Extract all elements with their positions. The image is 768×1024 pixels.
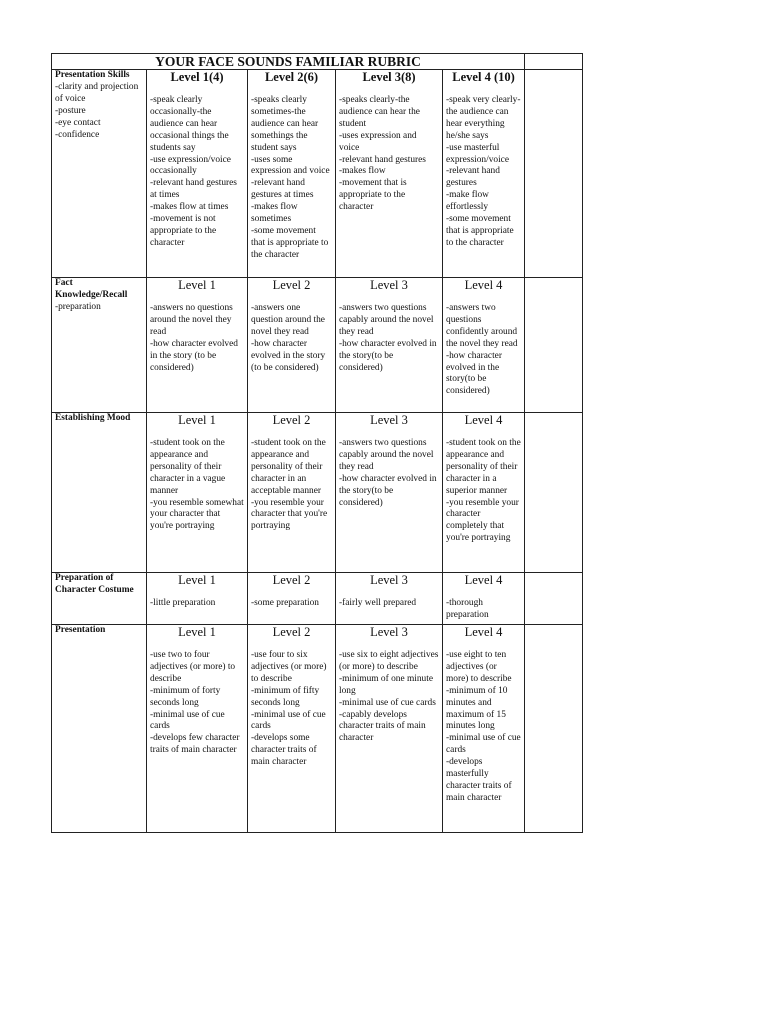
level-description: -use six to eight adjectives (or more) to describe -minimum of one minute long -minimal use of cue cards -capably develops character traits of main character <box>339 650 439 744</box>
level-cell <box>443 573 525 625</box>
row-header <box>52 70 147 278</box>
level-cell <box>248 413 336 573</box>
level-label: Level 2 <box>272 278 311 292</box>
rubric-row-presentation <box>52 625 583 833</box>
level-description: -student took on the appearance and personality of their character in a superior manner -you resemble your character completely that you're portraying <box>446 438 521 544</box>
level-description: -speaks clearly sometimes-the audience can hear somethings the student says -uses some expression and voice -relevant hand gestures at times -makes flow sometimes -some movement that is appropriate to the character <box>251 95 330 260</box>
level-description: -use two to four adjectives (or more) to describe -minimum of forty seconds long -minimal use of cue cards -develops few character traits of main character <box>150 650 240 756</box>
title-row <box>52 54 583 70</box>
level-description: -student took on the appearance and personality of their character in a vague manner -you resemble somewhat your character that you're portraying <box>150 438 244 532</box>
row-title: Establishing Mood <box>55 413 131 423</box>
level-label: Level 3 <box>370 625 408 639</box>
row-subcriteria: -clarity and projection of voice -posture -eye contact -confidence <box>55 81 139 140</box>
level-label: Level 1(4) <box>170 70 224 84</box>
level-description: -answers two questions confidently around the novel they read -how character evolved in the story(to be considered) <box>446 303 518 397</box>
level-label: Level 2 <box>272 413 311 427</box>
level-description: -answers two questions capably around the novel they read -how character evolved in the story(to be considered) <box>339 438 437 508</box>
level-description: -answers one question around the novel they read -how character evolved in the story (to be considered) <box>251 303 326 373</box>
level-label: Level 3 <box>370 573 408 587</box>
rubric-table <box>51 53 583 833</box>
rubric-row-fact-knowledge <box>52 278 583 413</box>
level-label: Level 4 <box>464 573 503 587</box>
level-label: Level 1 <box>178 278 216 292</box>
row-title: Fact Knowledge/Recall <box>55 278 128 300</box>
level-label: Level 2(6) <box>264 70 319 84</box>
rubric-row-establishing-mood <box>52 413 583 573</box>
level-description: -use eight to ten adjectives (or more) to describe -minimum of 10 minutes and maximum of 15 minutes long -minimal use of cue cards -develops masterfully character traits of main character <box>446 650 521 803</box>
level-label: Level 1 <box>178 573 216 587</box>
level-description: -thorough preparation <box>446 598 489 620</box>
blank-cell <box>525 573 583 625</box>
level-cell <box>248 573 336 625</box>
level-label: Level 1 <box>178 625 216 639</box>
level-cell <box>443 278 525 413</box>
blank-cell <box>525 54 583 70</box>
level-description: -fairly well prepared <box>339 598 417 608</box>
level-cell <box>336 413 443 573</box>
level-cell <box>248 278 336 413</box>
rubric-title: YOUR FACE SOUNDS FAMILIAR RUBRIC <box>52 54 525 70</box>
level-label: Level 3(8) <box>362 70 416 84</box>
level-cell <box>336 278 443 413</box>
level-description: -speak very clearly-the audience can hear everything he/she says -use masterful expression/voice -relevant hand gestures -make flow effortlessly -some movement that is appropriate to the character <box>446 95 521 248</box>
rubric-row-costume <box>52 573 583 625</box>
blank-cell <box>525 70 583 278</box>
level-description: -answers two questions capably around the novel they read -how character evolved in the story(to be considered) <box>339 303 437 373</box>
row-header <box>52 413 147 573</box>
level-description: -student took on the appearance and personality of their character in an acceptable manner -you resemble your character that you're portraying <box>251 438 328 532</box>
level-label: Level 3 <box>370 413 408 427</box>
level-cell <box>248 70 336 278</box>
row-title: Presentation <box>55 625 106 635</box>
level-cell <box>443 413 525 573</box>
level-description: -answers no questions around the novel they read -how character evolved in the story (to be considered) <box>150 303 238 373</box>
row-header <box>52 625 147 833</box>
level-label: Level 4 <box>464 278 503 292</box>
level-cell <box>147 573 248 625</box>
level-cell <box>147 278 248 413</box>
row-title: Presentation Skills <box>55 70 130 80</box>
level-label: Level 4 <box>464 413 503 427</box>
row-subcriteria: -preparation <box>55 301 101 312</box>
level-description: -speaks clearly-the audience can hear the student -uses expression and voice -relevant hand gestures -makes flow -movement that is appropriate to the character <box>339 95 426 213</box>
row-header <box>52 573 147 625</box>
level-label: Level 3 <box>370 278 408 292</box>
blank-cell <box>525 278 583 413</box>
level-cell <box>147 70 248 278</box>
level-description: -little preparation <box>150 598 216 608</box>
level-description: -use four to six adjectives (or more) to describe -minimum of fifty seconds long -minimal use of cue cards -develops some character traits of main character <box>251 650 327 768</box>
level-label: Level 1 <box>178 413 216 427</box>
level-cell <box>248 625 336 833</box>
level-cell <box>147 625 248 833</box>
level-label: Level 2 <box>272 625 311 639</box>
blank-cell <box>525 625 583 833</box>
row-header <box>52 278 147 413</box>
row-title: Preparation of Character Costume <box>55 573 134 595</box>
level-description: -speak clearly occasionally-the audience can hear occasional things the students say -use expression/voice occasionally -relevant hand gestures at times -makes flow at times -movement is not appropriate to the character <box>150 95 237 248</box>
level-cell <box>443 625 525 833</box>
blank-cell <box>525 413 583 573</box>
level-cell <box>336 70 443 278</box>
level-label: Level 2 <box>272 573 311 587</box>
level-cell <box>336 573 443 625</box>
rubric-row-presentation-skills <box>52 70 583 278</box>
level-cell <box>443 70 525 278</box>
level-label: Level 4 <box>464 625 503 639</box>
level-cell <box>336 625 443 833</box>
level-cell <box>147 413 248 573</box>
level-label: Level 4 (10) <box>452 70 515 84</box>
level-description: -some preparation <box>251 598 319 608</box>
